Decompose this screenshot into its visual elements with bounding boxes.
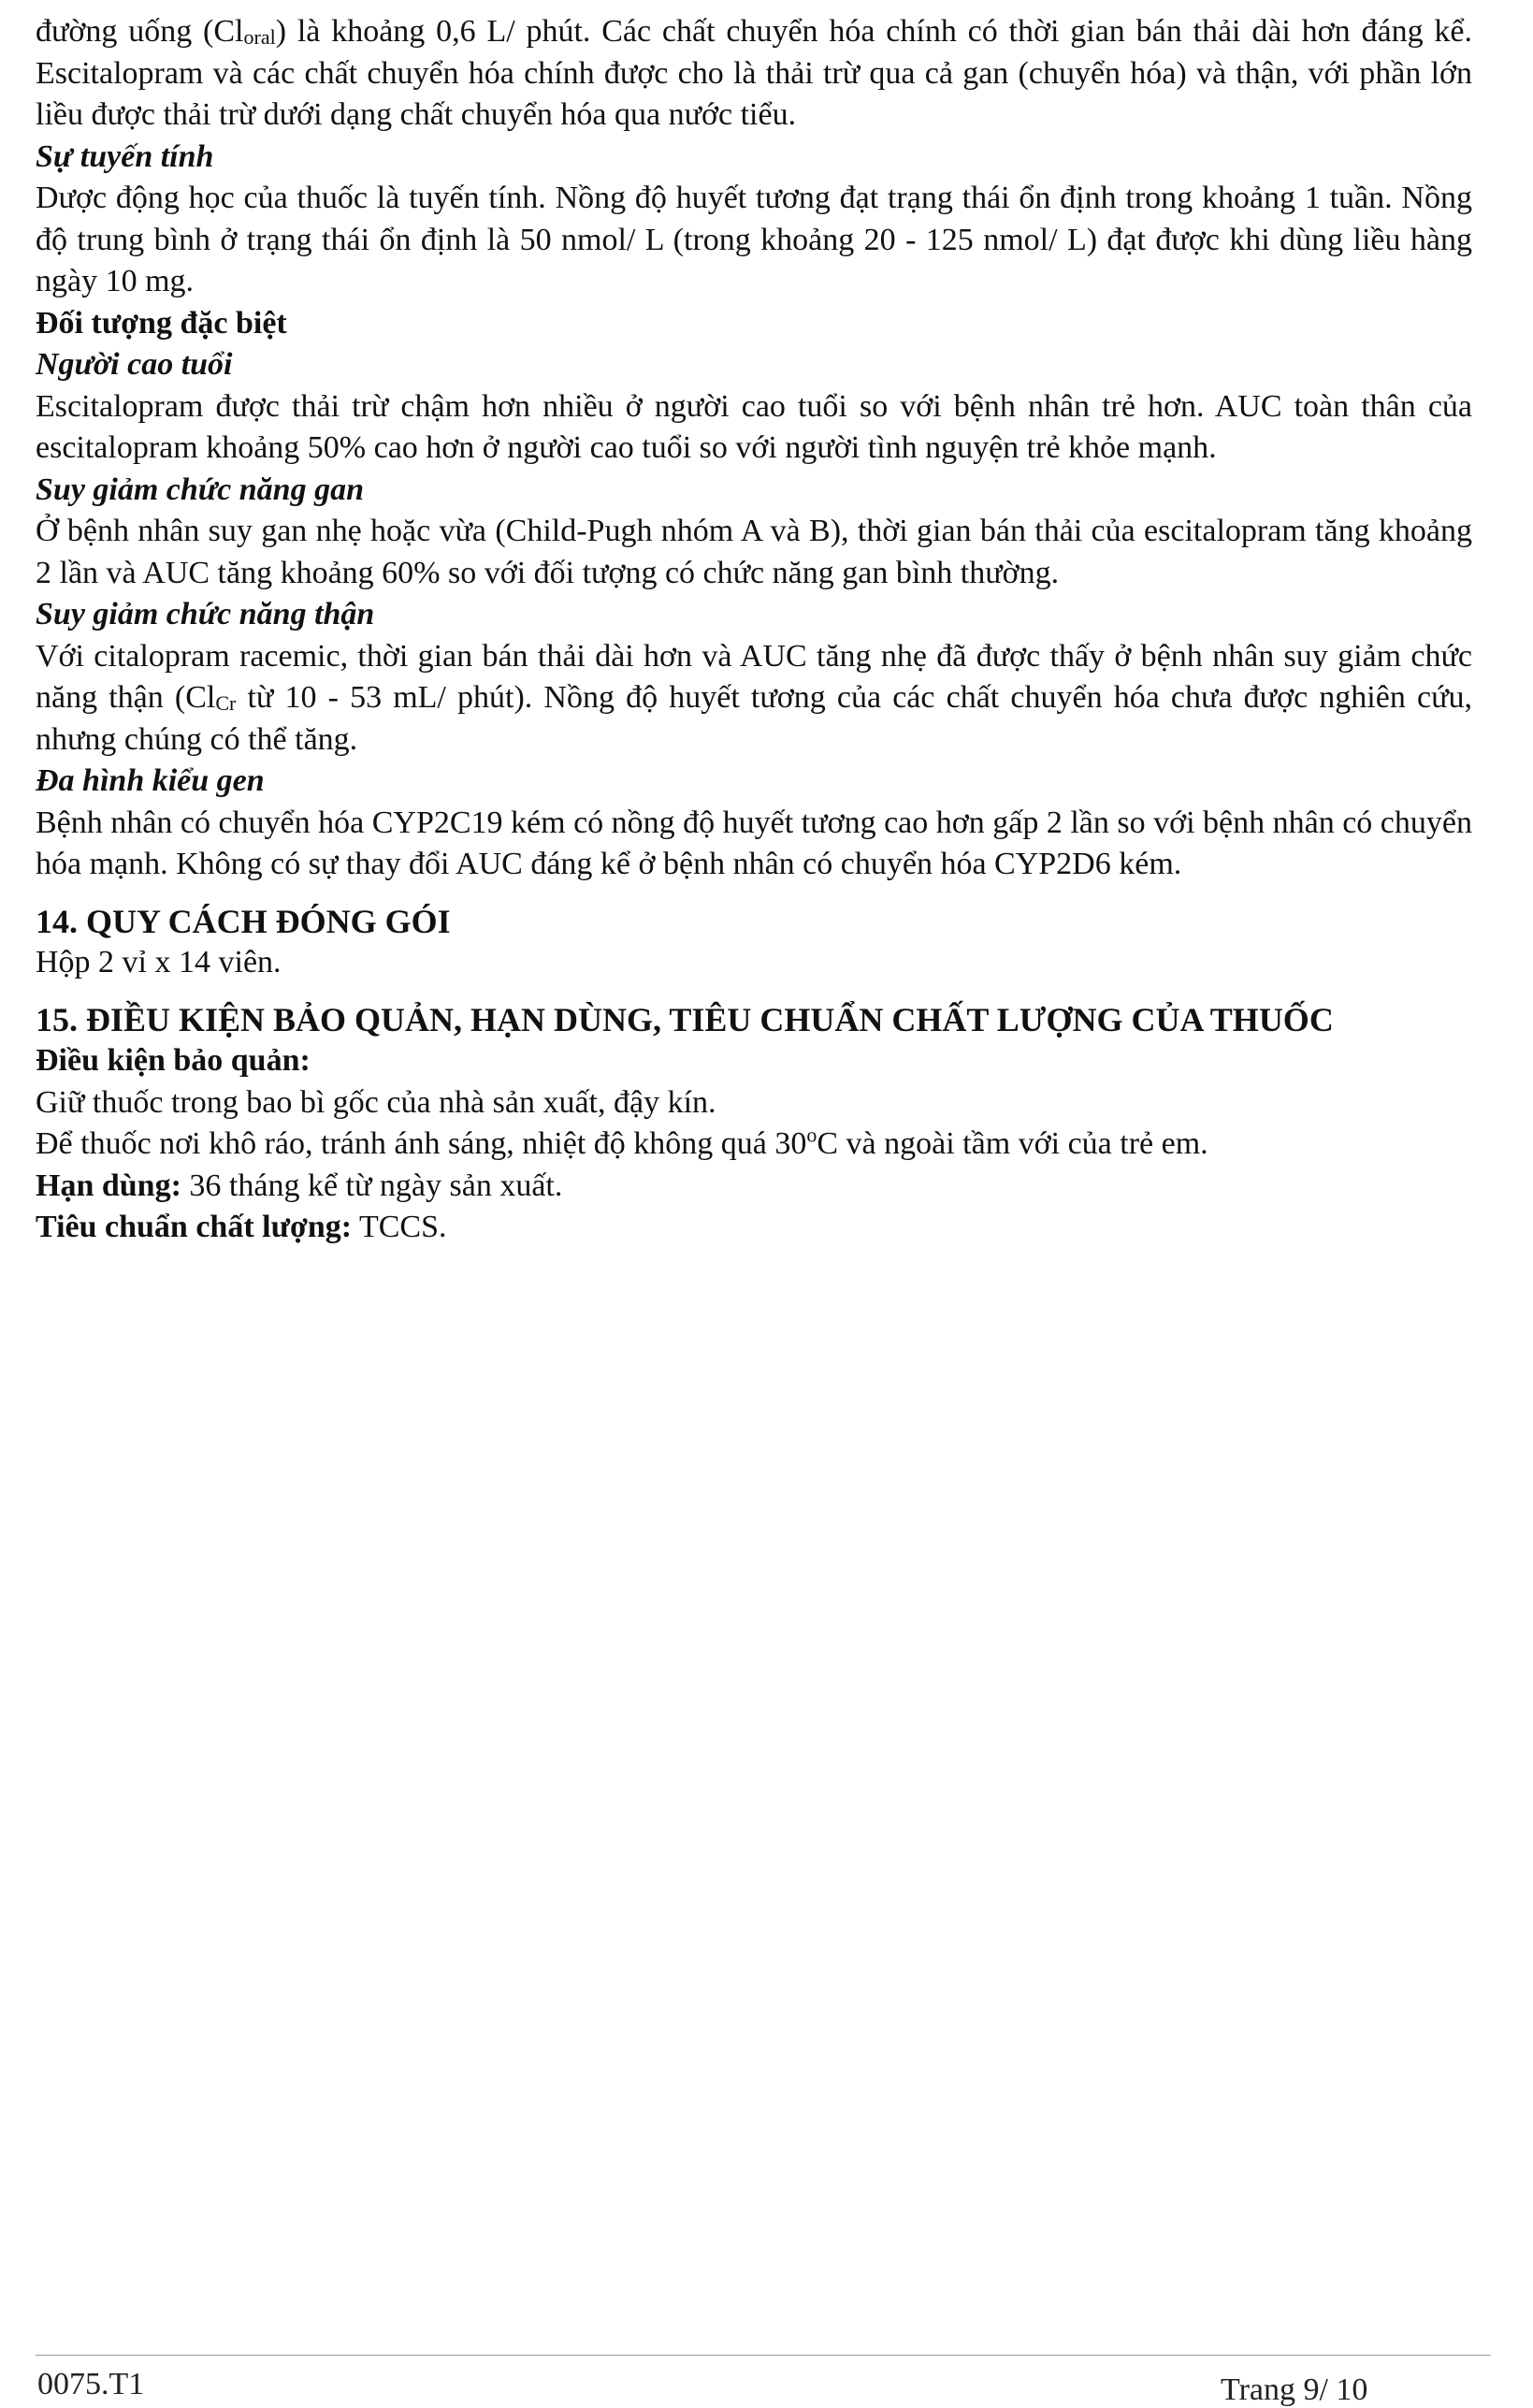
page-number: Trang 9/ 10 bbox=[1221, 2372, 1368, 2407]
subscript: Cr bbox=[215, 691, 237, 715]
subscript: oral bbox=[243, 25, 276, 49]
superscript: o bbox=[806, 1123, 817, 1147]
elimination-paragraph bbox=[36, 11, 1472, 137]
section-15-title: 15. ĐIỀU KIỆN BẢO QUẢN, HẠN DÙNG, TIÊU CHUẨN CHẤT LƯỢNG CỦA THUỐC bbox=[36, 1000, 1334, 1038]
text-run: Với citalopram racemic, thời gian bán thải dài hơn và AUC tăng nhẹ đã được thấy ở bệnh nhân suy giảm chức năng thận (Cl bbox=[36, 638, 1472, 715]
linearity-heading: Sự tuyến tính bbox=[36, 138, 214, 174]
document-page bbox=[36, 11, 1472, 1249]
hepatic-impairment-heading: Suy giảm chức năng gan bbox=[36, 471, 364, 507]
document-code: 0075.T1 bbox=[37, 2367, 145, 2401]
expiry-value: 36 tháng kể từ ngày sản xuất. bbox=[181, 1168, 563, 1203]
text-run: Để thuốc nơi khô ráo, tránh ánh sáng, nhiệt độ không quá 30 bbox=[36, 1126, 807, 1161]
quality-standard-line bbox=[36, 1207, 1472, 1249]
quality-label: Tiêu chuẩn chất lượng: bbox=[36, 1210, 353, 1244]
text-run: C và ngoài tầm với của trẻ em. bbox=[817, 1126, 1208, 1161]
storage-line-1: Giữ thuốc trong bao bì gốc của nhà sản xuất, đậy kín. bbox=[36, 1084, 716, 1120]
polymorphism-paragraph: Bệnh nhân có chuyển hóa CYP2C19 kém có nồng độ huyết tương cao hơn gấp 2 lần so với bệnh nhân có chuyển hóa mạnh. Không có sự thay đổi AUC đáng kể ở bệnh nhân có chuyển hóa CYP2D6 kém. bbox=[36, 805, 1472, 881]
text-run: ) là khoảng 0,6 L/ phút. Các chất chuyển hóa chính có thời gian bán thải dài hơn đáng kể. Escitalopram và các chất chuyển hóa chính được cho là thải trừ qua cả gan (chuyển hóa) và thận, với phần lớn liều được thải trừ dưới dạng chất chuyển hóa qua nước tiểu. bbox=[36, 14, 1472, 132]
polymorphism-heading: Đa hình kiểu gen bbox=[36, 763, 265, 798]
packaging-text: Hộp 2 vỉ x 14 viên. bbox=[36, 945, 282, 979]
section-14-title: 14. QUY CÁCH ĐÓNG GÓI bbox=[36, 902, 451, 940]
elderly-paragraph: Escitalopram được thải trừ chậm hơn nhiều ở người cao tuổi so với bệnh nhân trẻ hơn. AUC toàn thân của escitalopram khoảng 50% cao hơn ở người cao tuổi so với người tình nguyện trẻ khỏe mạnh. bbox=[36, 388, 1472, 465]
linearity-paragraph: Dược động học của thuốc là tuyến tính. Nồng độ huyết tương đạt trạng thái ổn định trong khoảng 1 tuần. Nồng độ trung bình ở trạng thái ổn định là 50 nmol/ L (trong khoảng 20 - 125 nmol/ L) đạt được khi dùng liều hàng ngày 10 mg. bbox=[36, 181, 1472, 298]
quality-value: TCCS. bbox=[352, 1210, 447, 1244]
storage-line-2 bbox=[36, 1124, 1472, 1166]
storage-heading: Điều kiện bảo quản: bbox=[36, 1043, 311, 1078]
renal-impairment-paragraph bbox=[36, 636, 1472, 762]
footer-divider bbox=[36, 2355, 1491, 2356]
special-populations-heading: Đối tượng đặc biệt bbox=[36, 305, 287, 341]
text-run: từ 10 - 53 mL/ phút). Nồng độ huyết tương của các chất chuyển hóa chưa được nghiên cứu, nhưng chúng có thể tăng. bbox=[36, 680, 1472, 757]
elderly-heading: Người cao tuổi bbox=[36, 347, 233, 382]
hepatic-impairment-paragraph: Ở bệnh nhân suy gan nhẹ hoặc vừa (Child-Pugh nhóm A và B), thời gian bán thải của escitalopram tăng khoảng 2 lần và AUC tăng khoảng 60% so với đối tượng có chức năng gan bình thường. bbox=[36, 514, 1472, 590]
renal-impairment-heading: Suy giảm chức năng thận bbox=[36, 597, 375, 631]
expiry-label: Hạn dùng: bbox=[36, 1168, 181, 1203]
text-run: đường uống (Cl bbox=[36, 14, 244, 49]
expiry-line bbox=[36, 1166, 1472, 1208]
